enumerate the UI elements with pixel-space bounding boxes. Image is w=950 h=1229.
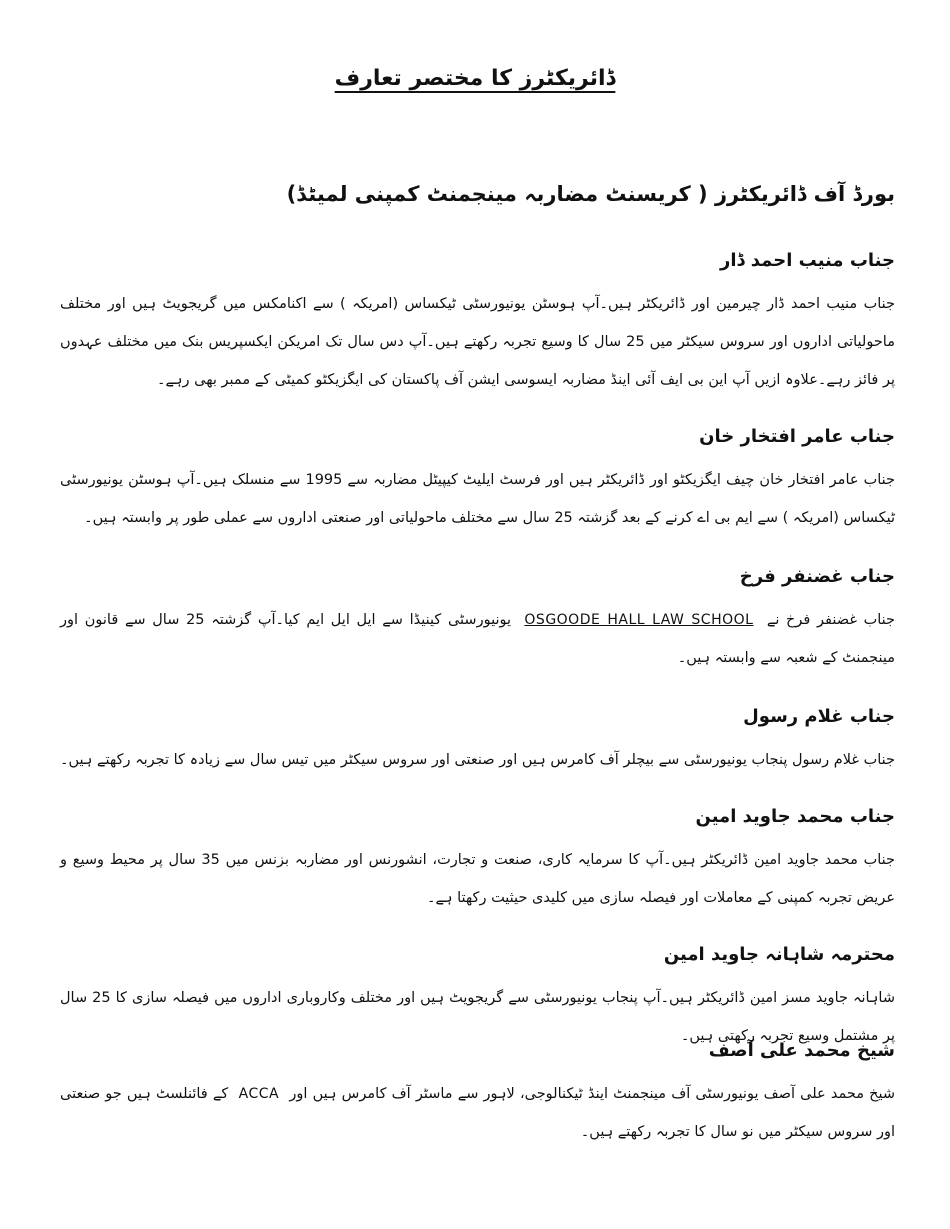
director-name: جناب عامر افتخار خان [699, 426, 895, 447]
director-name: محترمہ شاہانہ جاوید امین [663, 944, 895, 965]
director-bio [60, 601, 895, 677]
director-name: جناب منیب احمد ڈار [719, 250, 895, 271]
director-name: جناب غلام رسول [743, 706, 895, 727]
page-title: ڈائریکٹرز کا مختصر تعارف [334, 66, 616, 91]
director-section-aamir [60, 426, 895, 537]
director-bio-part: کے فائنلسٹ ہیں جو صنعتی اور سروس سیکٹر میں نو سال کا تجربہ رکھتے ہیں۔ [60, 1086, 895, 1140]
director-bio-part: جناب غضنفر فرخ نے [766, 612, 895, 628]
director-section-shahana [60, 944, 895, 1055]
acca-label: ACCA [238, 1086, 280, 1102]
director-name: شیخ محمد علی آصف [708, 1040, 895, 1061]
law-school-name: OSGOODE HALL LAW SCHOOL [524, 612, 754, 628]
director-bio: جناب محمد جاوید امین ڈائریکٹر ہیں۔آپ کا سرمایہ کاری، صنعت و تجارت، انشورنس اور مضاربہ بزنس میں 35 سال پر محیط وسیع و عریض تجربہ کمپنی کے معاملات اور فیصلہ سازی میں کلیدی حیثیت رکھتا ہے۔ [60, 852, 895, 906]
director-bio: شاہانہ جاوید مسز امین ڈائریکٹر ہیں۔آپ پنجاب یونیورسٹی سے گریجویٹ ہیں اور مختلف وکاروباری اداروں میں فیصلہ سازی کا 25 سال پر مشتمل وسیع تجربہ رکھتی ہیں۔ [60, 990, 895, 1044]
director-bio: جناب منیب احمد ڈار چیرمین اور ڈائریکٹر ہیں۔آپ ہوسٹن یونیورسٹی ٹیکساس (امریکہ ) سے اکنامکس میں گریجویٹ ہیں اور مختلف ماحولیاتی اداروں اور سروس سیکٹر میں 25 سال کا وسیع تجربہ رکھتے ہیں۔آپ دس سال تک امریکن ایکسپریس بنک میں مختلف عہدوں پر فائز رہے۔علاوہ ازیں آپ این بی ایف آئی اینڈ مضاربہ ایسوسی ایشن آف پاکستان کی ایگزیکٹو کمیٹی کے ممبر بھی رہے۔ [60, 296, 895, 388]
director-section-ghulam [60, 706, 895, 779]
board-heading: بورڈ آف ڈائریکٹرز ( کریسنٹ مضاربہ مینجمنٹ کمپنی لمیٹڈ) [286, 182, 895, 206]
director-name: جناب محمد جاوید امین [695, 806, 895, 827]
director-bio: جناب غلام رسول پنجاب یونیورسٹی سے بیچلر آف کامرس ہیں اور صنعتی اور سروس سیکٹر میں تیس سال سے زیادہ کا تجربہ رکھتے ہیں۔ [60, 752, 895, 768]
director-section-javed [60, 806, 895, 917]
director-bio [60, 1075, 895, 1151]
director-name: جناب غضنفر فرخ [739, 566, 895, 587]
director-bio: جناب عامر افتخار خان چیف ایگزیکٹو اور ڈائریکٹر ہیں اور فرسٹ ایلیٹ کیپیٹل مضاربہ سے 1995 سے منسلک ہیں۔آپ ہوسٹن یونیورسٹی ٹیکساس (امریکہ ) سے ایم بی اے کرنے کے بعد گزشتہ 25 سال سے مختلف ماحولیاتی اور صنعتی اداروں سے عملی طور پر وابستہ ہیں۔ [60, 472, 895, 526]
director-section-asif [60, 1040, 895, 1151]
director-section-munib [60, 250, 895, 399]
director-bio-part: یونیورسٹی کینیڈا سے ایل ایل ایم کیا۔آپ گزشتہ 25 سال سے قانون اور مینجمنٹ کے شعبہ سے وابستہ ہیں۔ [60, 612, 895, 666]
director-section-ghazanfar [60, 566, 895, 677]
director-bio-part: شیخ محمد علی آصف یونیورسٹی آف مینجمنٹ اینڈ ٹیکنالوجی، لاہور سے ماسٹر آف کامرس ہیں اور [289, 1086, 896, 1102]
